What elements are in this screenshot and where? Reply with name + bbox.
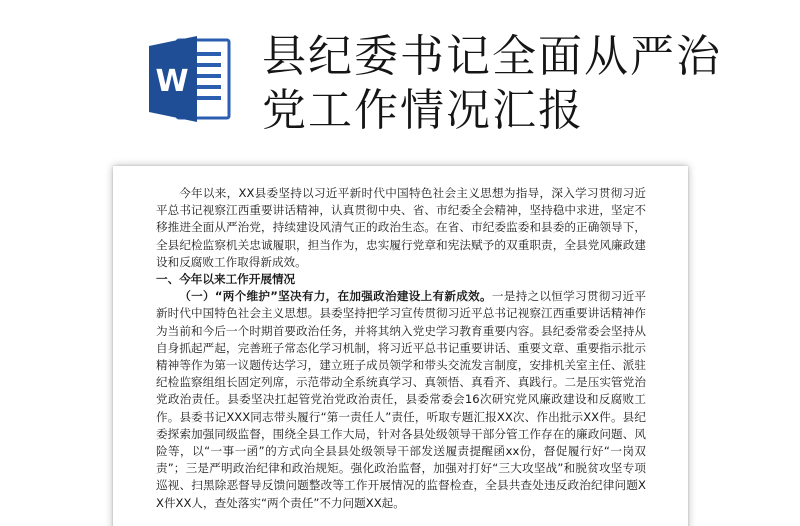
subsection-body: 一是持之以恒学习贯彻习近平新时代中国特色社会主义思想。县委坚持把学习宣传贯彻习近平总书记视察江西重要讲话精神作为当前和今后一个时期首要政治任务，并将其纳入党史学习教育重要内容。县纪委常委会坚持从自身抓起严起，完善班子常态化学习机制，将习近平总书记重要讲话、重要文章、重要指示批示精神等作为第一议题传达学习，建立班子成员领学和带头交流发言制度，安排机关室主任、派驻纪检监察组组长固定列席，示范带动全系统真学习、真领悟、真看齐、真践行。二是压实管党治党政治责任。县委坚决扛起管党治党政治责任，县委常委会16次研究党风廉政建设和反腐败工作。县委书记XXX同志带头履行“第一责任人”责任，听取专题汇报XX次、作出批示XX件。县纪委探索加强同级监督，围绕全县工作大局，针对各县处级领导干部分管工作存在的廉政问题、风险等，以“一事一函”的方式向全县县处级领导干部发送履责提醒函xx份，督促履行好“一岗双责”；三是严明政治纪律和政治规矩。强化政治监督，加强对打好“三大攻坚战”和脱贫攻坚专项巡视、扫黑除恶督导反馈问题整改等工作开展情况的监督检查，全县共查处违反政治纪律问题XX件XX人，查处落实“两个责任”不力问题XX起。 xyxy=(156,289,646,510)
word-icon-letter: W xyxy=(155,64,189,99)
section-heading: 一、今年以来工作开展情况 xyxy=(156,272,296,287)
page-title: 县纪委书记全面从严治党工作情况汇报 xyxy=(262,31,722,136)
word-document-icon xyxy=(147,34,233,124)
intro-paragraph: 今年以来，XX县委坚持以习近平新时代中国特色社会主义思想为指导，深入学习贯彻习近平总书记视察江西重要讲话精神，认真贯彻中央、省、市纪委全会精神，坚持稳中求进，坚定不移推进全面从严治党，持续建设风清气正的政治生态。在省、市纪委监委和县委的正确领导下，全县纪检监察机关忠诚履职，担当作为，忠实履行党章和宪法赋予的双重职责，全县党风廉政建设和反腐败工作取得新成效。 xyxy=(156,186,646,269)
subsection-paragraph xyxy=(156,288,646,512)
document-body xyxy=(156,185,646,512)
subsection-heading: （一）“两个维护”坚决有力，在加强政治建设上有新成效。 xyxy=(179,289,492,304)
document-sheet xyxy=(113,166,688,526)
word-document-icon-graphic xyxy=(147,34,233,124)
